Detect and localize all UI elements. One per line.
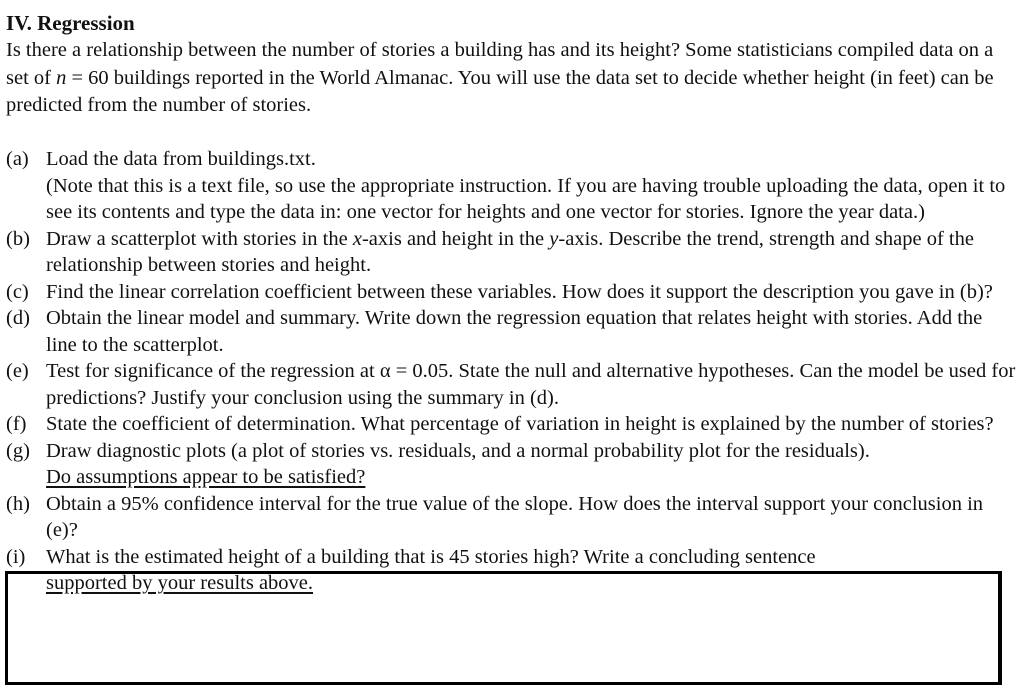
question-text: Obtain the linear model and summary. Write down the regression equation that relates height with stories. Add the line to the scatterplot. [46,307,983,356]
question-marker: (g) [6,439,30,462]
y-axis-variable: y [549,227,559,250]
question-item-c [6,279,1016,306]
question-text: Load the data from buildings.txt. [46,148,316,170]
question-text: Find the linear correlation coefficient between these variables. How does it support the description you gave in (b)? [46,280,993,303]
question-item-f [6,411,1016,438]
section-heading: IV. Regression [6,11,135,35]
question-marker: (b) [6,227,30,250]
intro-text-start: Is there a relationship between the number of stories a building has and its height? Some statisticians compiled data on a set of [6,39,994,89]
question-item-b [6,226,1016,279]
question-text: Draw diagnostic plots (a plot of stories vs. residuals, and a normal probability plot for the residuals). [46,439,870,462]
question-item-d [6,305,1016,358]
intro-paragraph [6,37,1006,120]
question-item-e [6,358,1016,411]
question-text: Obtain a 95% confidence interval for the true value of the slope. How does the interval support your conclusion in (e)? [46,492,984,541]
question-marker: (h) [6,492,30,515]
question-marker: (f) [6,413,27,435]
question-marker: (c) [6,280,29,303]
question-text [46,226,1016,279]
question-text: What is the estimated height of a building that is 45 stories high? Write a concluding sentence [46,545,816,568]
question-text-part: -axis. Describe the trend, strength and shape of the relationship between stories and height. [46,227,974,276]
question-text: Test for significance of the regression at α = 0.05. State the null and alternative hypotheses. Can the model be used for predictions? Justify your conclusion using the summary in (d). [46,360,1016,409]
question-text-continued: Do assumptions appear to be satisfied? [46,466,366,488]
sample-size-variable: n [56,66,67,89]
question-marker: (a) [6,148,29,170]
question-marker: (i) [6,545,26,568]
question-item-h [6,491,1016,544]
question-text-part: -axis and height in the [361,227,550,250]
question-list [6,146,1016,597]
question-text: State the coefficient of determination. What percentage of variation in height is explained by the number of stories? [46,413,994,435]
question-text-continued: supported by your results above. [46,572,314,594]
question-item-a [6,146,1016,226]
intro-text-end: = 60 buildings reported in the World Almanac. You will use the data set to decide whether height (in feet) can be predicted from the number of stories. [6,66,994,116]
question-item-i [6,544,1016,597]
question-marker: (d) [6,307,30,329]
x-axis-variable: x [352,227,362,250]
question-note: (Note that this is a text file, so use the appropriate instruction. If you are having trouble uploading the data, open it to see its contents and type the data in: one vector for heights and one vector for stories. Ignore the year data.) [46,174,1006,223]
question-marker: (e) [6,360,29,382]
question-text-part: Draw a scatterplot with stories in the [46,227,353,250]
question-item-g [6,438,1016,491]
